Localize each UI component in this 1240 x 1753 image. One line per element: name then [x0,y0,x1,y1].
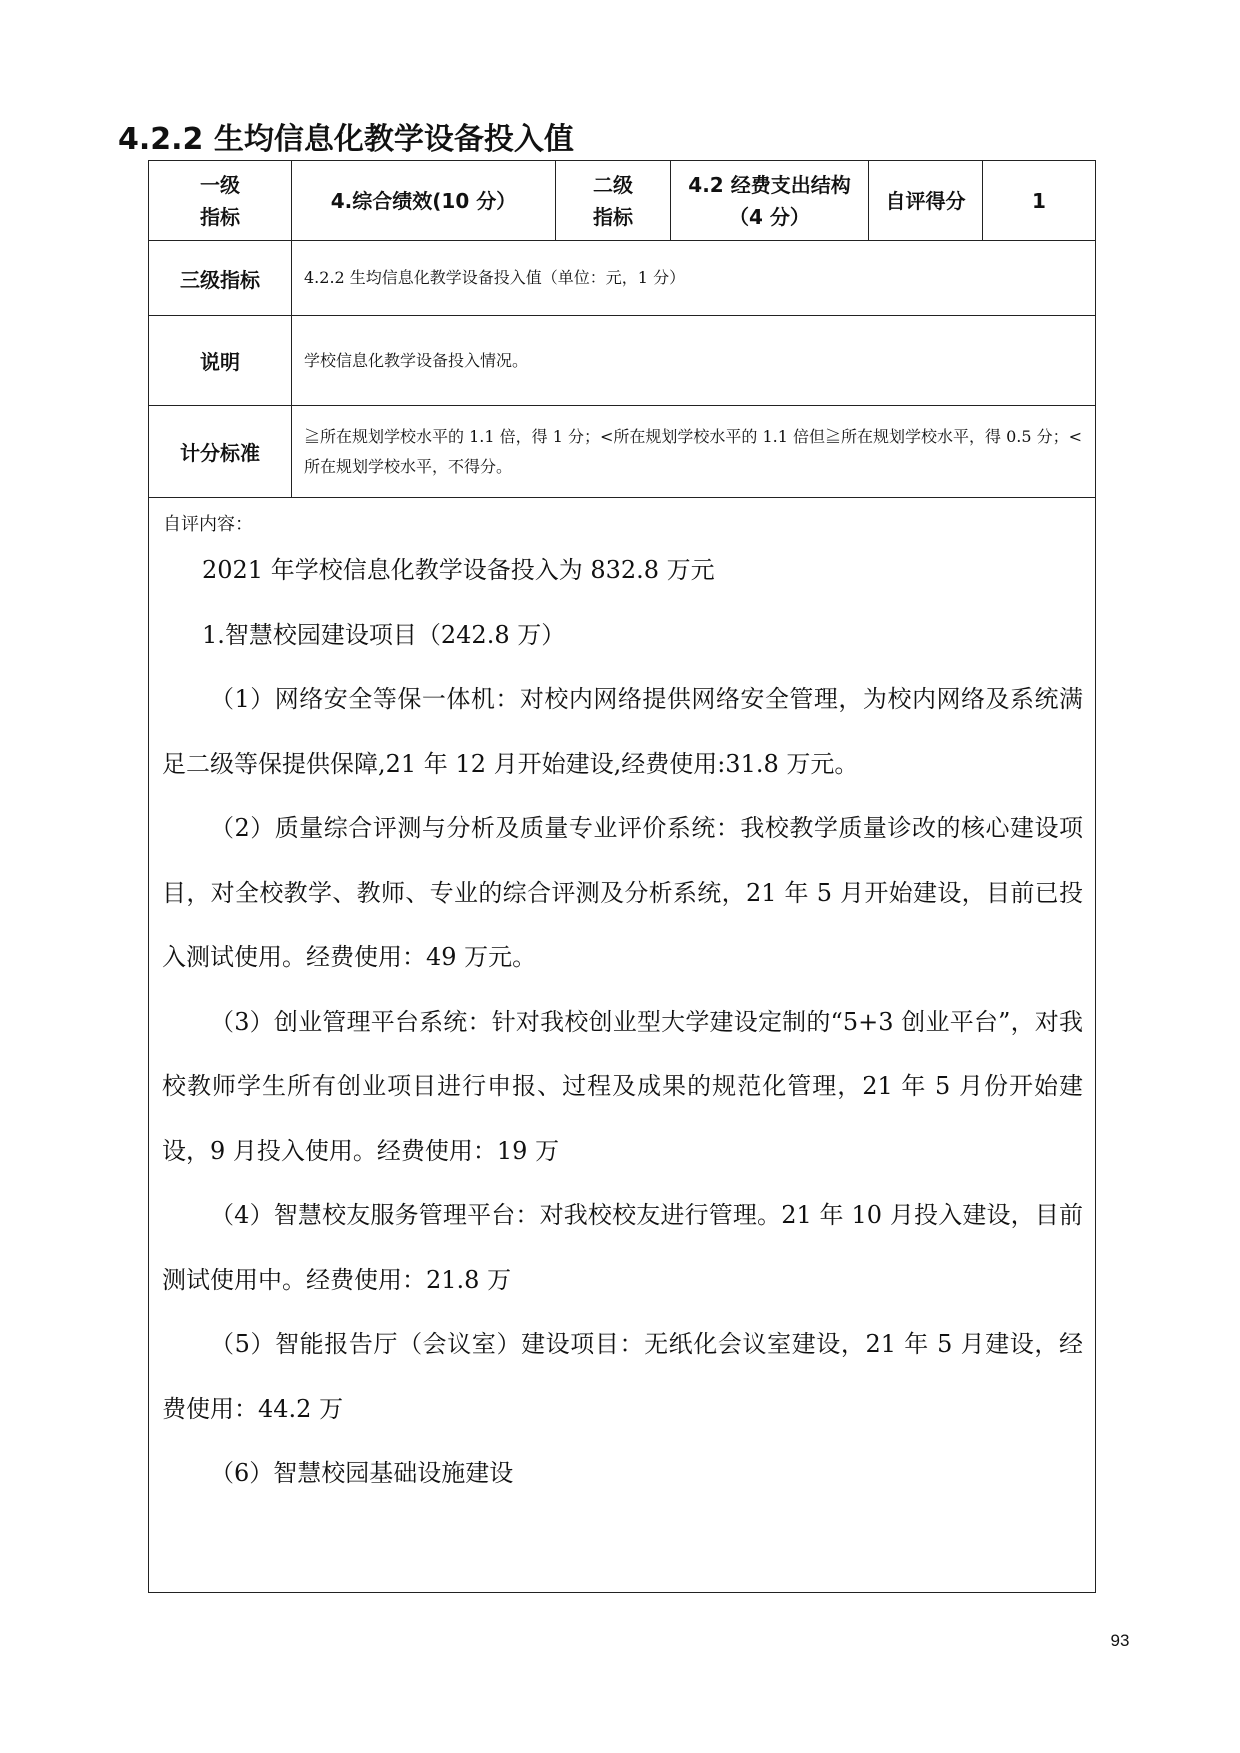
self-eval-paragraph: （6）智慧校园基础设施建设 [210,1459,514,1487]
level2-value-line2: （4 分） [729,204,810,229]
description-value: 学校信息化教学设备投入情况。 [292,316,1096,406]
level2-value-line1: 4.2 经费支出结构 [688,172,851,197]
scoring-value: ≧所在规划学校水平的 1.1 倍，得 1 分；<所在规划学校水平的 1.1 倍但≧所在规划学校水平，得 0.5 分；<所在规划学校水平，不得分。 [292,406,1096,498]
level1-label-line1: 一级 [200,172,240,197]
level2-label-line2: 指标 [593,204,633,229]
scoring-row [149,406,1096,498]
self-eval-paragraph: （4）智慧校友服务管理平台：对我校校友进行管理。21 年 10 月投入建设，目前测试使用中。经费使用：21.8 万 [162,1201,1083,1294]
level3-value: 4.2.2 生均信息化教学设备投入值（单位：元，1 分） [292,241,1096,316]
self-eval-paragraph: 2021 年学校信息化教学设备投入为 832.8 万元 [202,556,715,584]
self-eval-paragraph: （5）智能报告厅（会议室）建设项目：无纸化会议室建设，21 年 5 月建设，经费使用：44.2 万 [162,1330,1083,1423]
level3-label: 三级指标 [149,241,292,316]
self-eval-paragraph: （2）质量综合评测与分析及质量专业评价系统：我校教学质量诊改的核心建设项目，对全校教学、教师、专业的综合评测及分析系统，21 年 5 月开始建设，目前已投入测试使用。经费使用：49 万元。 [162,814,1083,971]
self-eval-paragraph: （1）网络安全等保一体机：对校内网络提供网络安全管理，为校内网络及系统满足二级等保提供保障,21 年 12 月开始建设,经费使用:31.8 万元。 [162,685,1083,778]
level2-value-cell [671,161,869,241]
level2-label-line1: 二级 [593,172,633,197]
description-label: 说明 [149,316,292,406]
indicator-table [148,160,1096,1593]
header-row [149,161,1096,241]
self-eval-paragraph: （3）创业管理平台系统：针对我校创业型大学建设定制的“5+3 创业平台”，对我校教师学生所有创业项目进行申报、过程及成果的规范化管理，21 年 5 月份开始建设，9 月投入使用。经费使用：19 万 [162,1007,1083,1165]
level2-label-cell [556,161,671,241]
level1-label-cell [149,161,292,241]
level3-row [149,241,1096,316]
description-row [149,316,1096,406]
page-heading: 4.2.2 生均信息化教学设备投入值 [118,122,574,157]
self-eval-label: 自评内容： [163,514,253,535]
scoring-label: 计分标准 [149,406,292,498]
self-score-label: 自评得分 [869,161,983,241]
self-eval-row [149,498,1096,1593]
level1-label-line2: 指标 [200,204,240,229]
level1-value: 4.综合绩效(10 分） [292,161,556,241]
self-score-value: 1 [983,161,1096,241]
self-eval-cell [149,498,1096,1593]
self-eval-paragraph: 1.智慧校园建设项目（242.8 万） [202,620,566,649]
page-number: 93 [1110,1631,1130,1650]
self-eval-body [162,538,1083,1506]
